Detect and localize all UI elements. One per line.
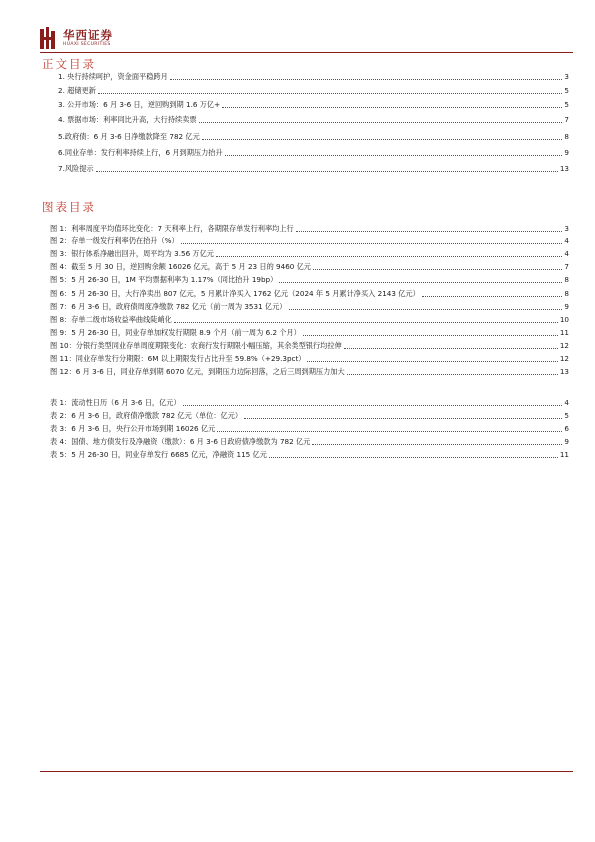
- toc-leader: [183, 405, 563, 406]
- figure-entry-label: 图 11：同业存单发行分期限：6M 以上期限发行占比升至 59.8%（+29.3pct）: [50, 354, 306, 363]
- toc-entry-page: 8: [564, 132, 569, 141]
- figure-entry-page: 4: [564, 249, 569, 258]
- figure-entry-label: 图 7：6 月 3-6 日，政府债周度净缴款 782 亿元（前一周为 3531 亿元）: [50, 302, 287, 311]
- toc-entry[interactable]: [58, 132, 569, 142]
- toc-entry-page: 9: [564, 148, 569, 157]
- toc-leader: [96, 171, 558, 172]
- toc-entry[interactable]: [58, 72, 569, 82]
- table-entry-page: 6: [564, 424, 569, 433]
- figure-entry[interactable]: [50, 249, 569, 259]
- toc-leader: [225, 155, 563, 156]
- table-entry-label: 表 5：5 月 26-30 日，同业存单发行 6685 亿元，净融资 115 亿元: [50, 450, 267, 459]
- figure-entry-label: 图 8：存单二级市场收益率曲线陡峭化: [50, 315, 172, 324]
- toc-entry[interactable]: [58, 86, 569, 96]
- table-entry-label: 表 2：6 月 3-6 日，政府债净缴款 782 亿元（单位：亿元）: [50, 411, 243, 420]
- header-divider: [40, 52, 573, 53]
- toc-leader: [216, 256, 562, 257]
- figure-entry-label: 图 12：6 月 3-6 日，同业存单到期 6070 亿元，到期压力边际回落，之后三周到期压力加大: [50, 367, 345, 376]
- table-entry-page: 5: [564, 411, 569, 420]
- huaxi-logo-icon: [40, 27, 56, 49]
- figure-entry-page: 3: [564, 224, 569, 233]
- toc-entry-page: 5: [564, 86, 569, 95]
- toc-leader: [307, 361, 557, 362]
- toc-entry-label: 7.风险提示: [58, 164, 94, 173]
- figure-entry-page: 13: [559, 367, 569, 376]
- figure-entry-page: 4: [564, 236, 569, 245]
- figure-entry[interactable]: [50, 341, 569, 351]
- table-entry-page: 9: [564, 437, 569, 446]
- table-entry-page: 4: [564, 398, 569, 407]
- toc-entry-page: 3: [564, 72, 569, 81]
- toc-leader: [170, 79, 563, 80]
- figure-entry-label: 图 1：利率周度平均值环比变化：7 天利率上行，各期限存单发行利率均上行: [50, 224, 294, 233]
- figure-entry-page: 12: [559, 354, 569, 363]
- toc-entry[interactable]: [58, 148, 569, 158]
- figure-entry-page: 8: [564, 289, 569, 298]
- toc-leader: [269, 457, 558, 458]
- figure-entry-label: 图 2：存单一级发行利率仍在抬升（%）: [50, 236, 179, 245]
- figure-entry[interactable]: [50, 315, 569, 325]
- toc-leader: [98, 93, 563, 94]
- toc-leader: [289, 309, 563, 310]
- figure-entry-label: 图 6：5 月 26-30 日，大行净卖出 807 亿元，5 月累计净买入 1762 亿元（2024 年 5 月累计净买入 2143 亿元）: [50, 289, 420, 298]
- toc-entry[interactable]: [58, 164, 569, 174]
- figure-entry-page: 8: [564, 275, 569, 284]
- toc-leader: [344, 348, 558, 349]
- toc-leader: [199, 122, 563, 123]
- figure-entry[interactable]: [50, 328, 569, 338]
- table-entry-page: 11: [559, 450, 569, 459]
- figure-entry-page: 10: [559, 315, 569, 324]
- table-entry[interactable]: [50, 437, 569, 447]
- toc-leader: [422, 296, 563, 297]
- toc-leader: [313, 269, 562, 270]
- figure-entry-page: 11: [559, 328, 569, 337]
- toc-leader: [222, 107, 562, 108]
- figures-section-title: 图表目录: [42, 200, 96, 214]
- figure-entry[interactable]: [50, 275, 569, 285]
- figure-entry[interactable]: [50, 302, 569, 312]
- table-entry[interactable]: [50, 411, 569, 421]
- figure-entry-label: 图 4：截至 5 月 30 日，逆回购余额 16026 亿元，高于 5 月 23 日的 9460 亿元: [50, 262, 311, 271]
- figure-entry[interactable]: [50, 289, 569, 299]
- toc-entry[interactable]: [58, 115, 569, 125]
- figure-entry-label: 图 3：银行体系净融出回升，周平均为 3.56 万亿元: [50, 249, 214, 258]
- toc-entry-page: 5: [564, 100, 569, 109]
- figure-entry-label: 图 10：分银行类型同业存单周度期限变化：农商行发行期限小幅压缩，其余类型银行均拉伸: [50, 341, 342, 350]
- toc-entry-label: 1. 央行持续呵护，资金面平稳跨月: [58, 72, 168, 81]
- toc-entry-label: 5.政府债：6 月 3-6 日净缴款降至 782 亿元: [58, 132, 200, 141]
- toc-entry-label: 6.同业存单：发行利率持续上行，6 月到期压力抬升: [58, 148, 223, 157]
- toc-section-title: 正文目录: [42, 57, 96, 71]
- toc-leader: [181, 243, 563, 244]
- toc-leader: [244, 418, 562, 419]
- figure-entry-label: 图 9：5 月 26-30 日，同业存单加权发行期限 8.9 个月（前一周为 6.2 个月）: [50, 328, 301, 337]
- figure-entry-page: 7: [564, 262, 569, 271]
- table-entry-label: 表 1：流动性日历（6 月 3-6 日，亿元）: [50, 398, 181, 407]
- figure-entry-page: 12: [559, 341, 569, 350]
- toc-entry-label: 2. 超储更新: [58, 86, 96, 95]
- table-entry-label: 表 3：6 月 3-6 日，央行公开市场到期 16026 亿元: [50, 424, 216, 433]
- toc-leader: [279, 282, 562, 283]
- toc-entry-page: 13: [559, 164, 569, 173]
- toc-leader: [174, 322, 558, 323]
- figure-entry[interactable]: [50, 224, 569, 234]
- toc-leader: [303, 335, 558, 336]
- toc-entry-page: 7: [564, 115, 569, 124]
- toc-entry[interactable]: [58, 100, 569, 110]
- figure-entry[interactable]: [50, 354, 569, 364]
- figure-entry[interactable]: [50, 367, 569, 377]
- toc-leader: [202, 139, 563, 140]
- logo-english-text: HUAXI SECURITIES: [63, 42, 111, 47]
- logo-chinese-text: 华西证券: [63, 28, 113, 42]
- toc-leader: [296, 231, 563, 232]
- figure-entry[interactable]: [50, 236, 569, 246]
- toc-entry-label: 3. 公开市场：6 月 3-6 日，逆回购到期 1.6 万亿+: [58, 100, 221, 109]
- toc-leader: [347, 374, 558, 375]
- footer-divider: [40, 771, 573, 772]
- table-entry[interactable]: [50, 424, 569, 434]
- toc-leader: [312, 444, 562, 445]
- figure-entry-page: 9: [564, 302, 569, 311]
- table-entry[interactable]: [50, 398, 569, 408]
- figure-entry-label: 图 5：5 月 26-30 日，1M 平均票据利率为 1.17%（同比抬升 19bp）: [50, 275, 278, 284]
- figure-entry[interactable]: [50, 262, 569, 272]
- table-entry-label: 表 4：国债、地方债发行及净融资（缴款）：6 月 3-6 日政府债净缴款为 782 亿元: [50, 437, 311, 446]
- toc-entry-label: 4. 票据市场：利率同比升高，大行持续卖票: [58, 115, 197, 124]
- table-entry[interactable]: [50, 450, 569, 460]
- toc-leader: [217, 431, 562, 432]
